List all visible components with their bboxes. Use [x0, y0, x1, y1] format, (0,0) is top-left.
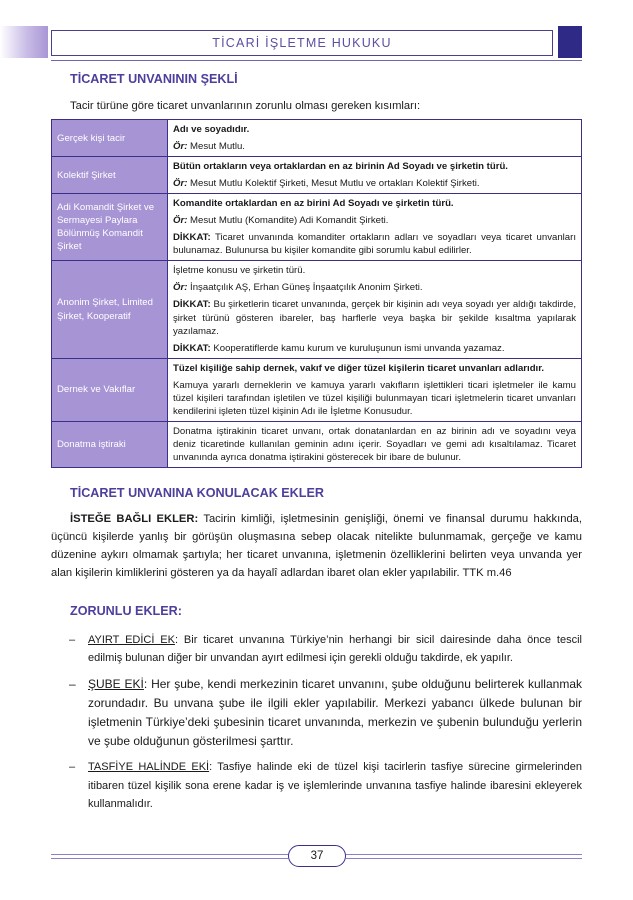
section-intro: Tacir türüne göre ticaret unvanlarının zorunlu olması gereken kısımları: — [70, 100, 421, 112]
row-main: İşletme konusu ve şirketin türü. — [173, 265, 306, 277]
table-row — [52, 157, 582, 194]
item-text: : Her şube, kendi merkezinin ticaret unvanını, şube olduğunu belirterek kullanmak zorundadır. Bu unvana şube ile ilgili ekler yapılabilir. Merkezi yabancı ülkede bulunan bir işletmenin Türkiye’deki şubesinin ticaret unvanında, merkezin ve şubenin bulunduğu yerlerin ve şube olduğunun gösterilmesi şarttır. — [88, 676, 582, 749]
table-row — [52, 120, 582, 157]
list-item — [51, 631, 582, 668]
example-label: Ör: — [173, 178, 188, 190]
example-label: Ör: — [173, 141, 188, 153]
row-content — [168, 358, 582, 421]
table-row — [52, 261, 582, 358]
item-text: : Tasfiye halinde eki de tüzel kişi tacirlerin tasfiye sürecine girmelerinden itibaren tüzel kişilik sona erene kadar iş ve işlemlerinde unvanına tasfiye halinde ibaresini ekleyerek kullanmalıdır. — [88, 761, 582, 810]
row-text: Kamuya yararlı derneklerin ve kamuya yararlı vakıfların işlettikleri ticari işletmeler ile kamu tüzel kişileri tarafından işletilen ve tüzel kişiliği bulunmayan ticari işletmelerin ticaret unvanları kendilerini işleten tüzel kişinin Adı ile İşletme Konusudur. — [173, 379, 576, 417]
row-label: Adi Komandit Şirket ve Sermayesi Paylara Bölünmüş Komandit Şirket — [52, 194, 168, 261]
table-row — [52, 421, 582, 467]
example-text: Mesut Mutlu Kolektif Şirketi, Mesut Mutlu ve ortakları Kolektif Şirketi. — [187, 178, 480, 190]
note-label: DİKKAT: — [173, 232, 211, 244]
example-label: Ör: — [173, 215, 188, 227]
paragraph-body: Tacirin kimliği, işletmesinin genişliği, önemi ve finansal durumu hakkında, üçüncü kişilerde yanlış bir görüşün oluşmasına sebep olacak nitelikte bulunmamak, gerçeğe ve kamu düzenine aykırı olmamak şartıyla; her ticaret unvanına, işletmenin özelliklerini belirten veya unvanda yer alan kişilerin kimliklerini gösteren ya da hayalî adlardan ibaret olan ekler yapılabilir. TTK m.46 — [51, 513, 582, 580]
list-item — [51, 758, 582, 813]
row-label: Dernek ve Vakıflar — [52, 358, 168, 421]
header-rule — [51, 60, 582, 61]
note-label: DİKKAT: — [173, 299, 211, 311]
dash-marker: – — [69, 676, 76, 691]
page-number: 37 — [288, 845, 346, 867]
note-text: Ticaret unvanında komanditer ortakların adları ve soyadları veya ticaret unvanları bulunamaz. Bulunursa bu kişiler komandite gibi sorumlu kabul edilirler. — [173, 232, 576, 257]
footer-rule — [346, 858, 582, 859]
table-row — [52, 358, 582, 421]
item-term: TASFİYE HALİNDE EKİ — [88, 761, 210, 774]
row-content — [168, 261, 582, 358]
row-content — [168, 120, 582, 157]
section-title-mandatory-additions: ZORUNLU EKLER: — [70, 604, 182, 618]
trade-name-table — [51, 119, 582, 468]
optional-additions-paragraph — [51, 510, 582, 583]
dash-marker: – — [69, 634, 76, 646]
note-label: DİKKAT: — [173, 342, 211, 354]
footer-rule — [51, 858, 288, 859]
row-main: Adı ve soyadıdır. — [173, 124, 250, 135]
example-label: Ör: — [173, 282, 188, 294]
section-title-trade-name-form: TİCARET UNVANININ ŞEKLİ — [70, 72, 238, 86]
row-main: Bütün ortakların veya ortaklardan en az birinin Ad Soyadı ve şirketin türü. — [173, 161, 508, 173]
example-text: Mesut Mutlu (Komandite) Adi Komandit Şirketi. — [187, 215, 389, 227]
row-content — [168, 421, 582, 467]
row-label: Gerçek kişi tacir — [52, 120, 168, 157]
row-content — [168, 157, 582, 194]
footer-rule — [51, 854, 288, 855]
running-header-title: TİCARİ İŞLETME HUKUKU — [212, 36, 392, 50]
item-term: ŞUBE EKİ — [88, 676, 144, 691]
mandatory-additions-list — [51, 631, 582, 820]
note-text: Bu şirketlerin ticaret unvanında, gerçek bir kişinin adı veya soyadı yer aldığı takdirde, şirket türünü gösteren ibareler, baş harflerle veya başka bir şekilde kısaltma yapılarak yazılamaz. — [173, 299, 576, 337]
example-text: İnşaatçılık AŞ, Erhan Güneş İnşaatçılık Anonim Şirketi. — [187, 282, 423, 294]
row-text: Donatma iştirakinin ticaret unvanı, ortak donatanlardan en az birinin adı ve soyadını veya deniz ticaretinde kullanılan geminin adını içerir. Soyadları ve gemi adı kısaltılamaz. Ticaret unvanında ayrıca donatma iştirakini gösterecek bir ibare de bulunur. — [173, 425, 576, 463]
row-main: Tüzel kişiliğe sahip dernek, vakıf ve diğer tüzel kişilerin ticaret unvanları adlarıdır. — [173, 362, 545, 374]
row-label: Anonim Şirket, Limited Şirket, Kooperatif — [52, 261, 168, 358]
row-main: Komandite ortaklardan en az birini Ad Soyadı ve şirketin türü. — [173, 198, 454, 210]
table-row — [52, 194, 582, 261]
list-item — [51, 675, 582, 752]
item-text: : Bir ticaret unvanına Türkiye’nin herhangi bir sicil dairesinde daha önce tescil edilmiş bulunan diğer bir unvandan ayırt edilmesi için gerekli olduğu takdirde, ek yapılır. — [88, 634, 582, 665]
header-right-block — [558, 26, 582, 58]
item-term: AYIRT EDİCİ EK — [88, 634, 175, 646]
dash-marker: – — [69, 761, 76, 774]
note-text: Kooperatiflerde kamu kurum ve kuruluşunun ismi unvanda yazamaz. — [210, 342, 505, 354]
row-label: Kolektif Şirket — [52, 157, 168, 194]
section-title-additions: TİCARET UNVANINA KONULACAK EKLER — [70, 486, 324, 500]
paragraph-lead: İSTEĞE BAĞLI EKLER: — [70, 513, 199, 525]
row-label: Donatma iştiraki — [52, 421, 168, 467]
example-text: Mesut Mutlu. — [187, 141, 245, 153]
row-content — [168, 194, 582, 261]
header-left-gradient-bar — [0, 26, 48, 58]
footer-rule — [346, 854, 582, 855]
